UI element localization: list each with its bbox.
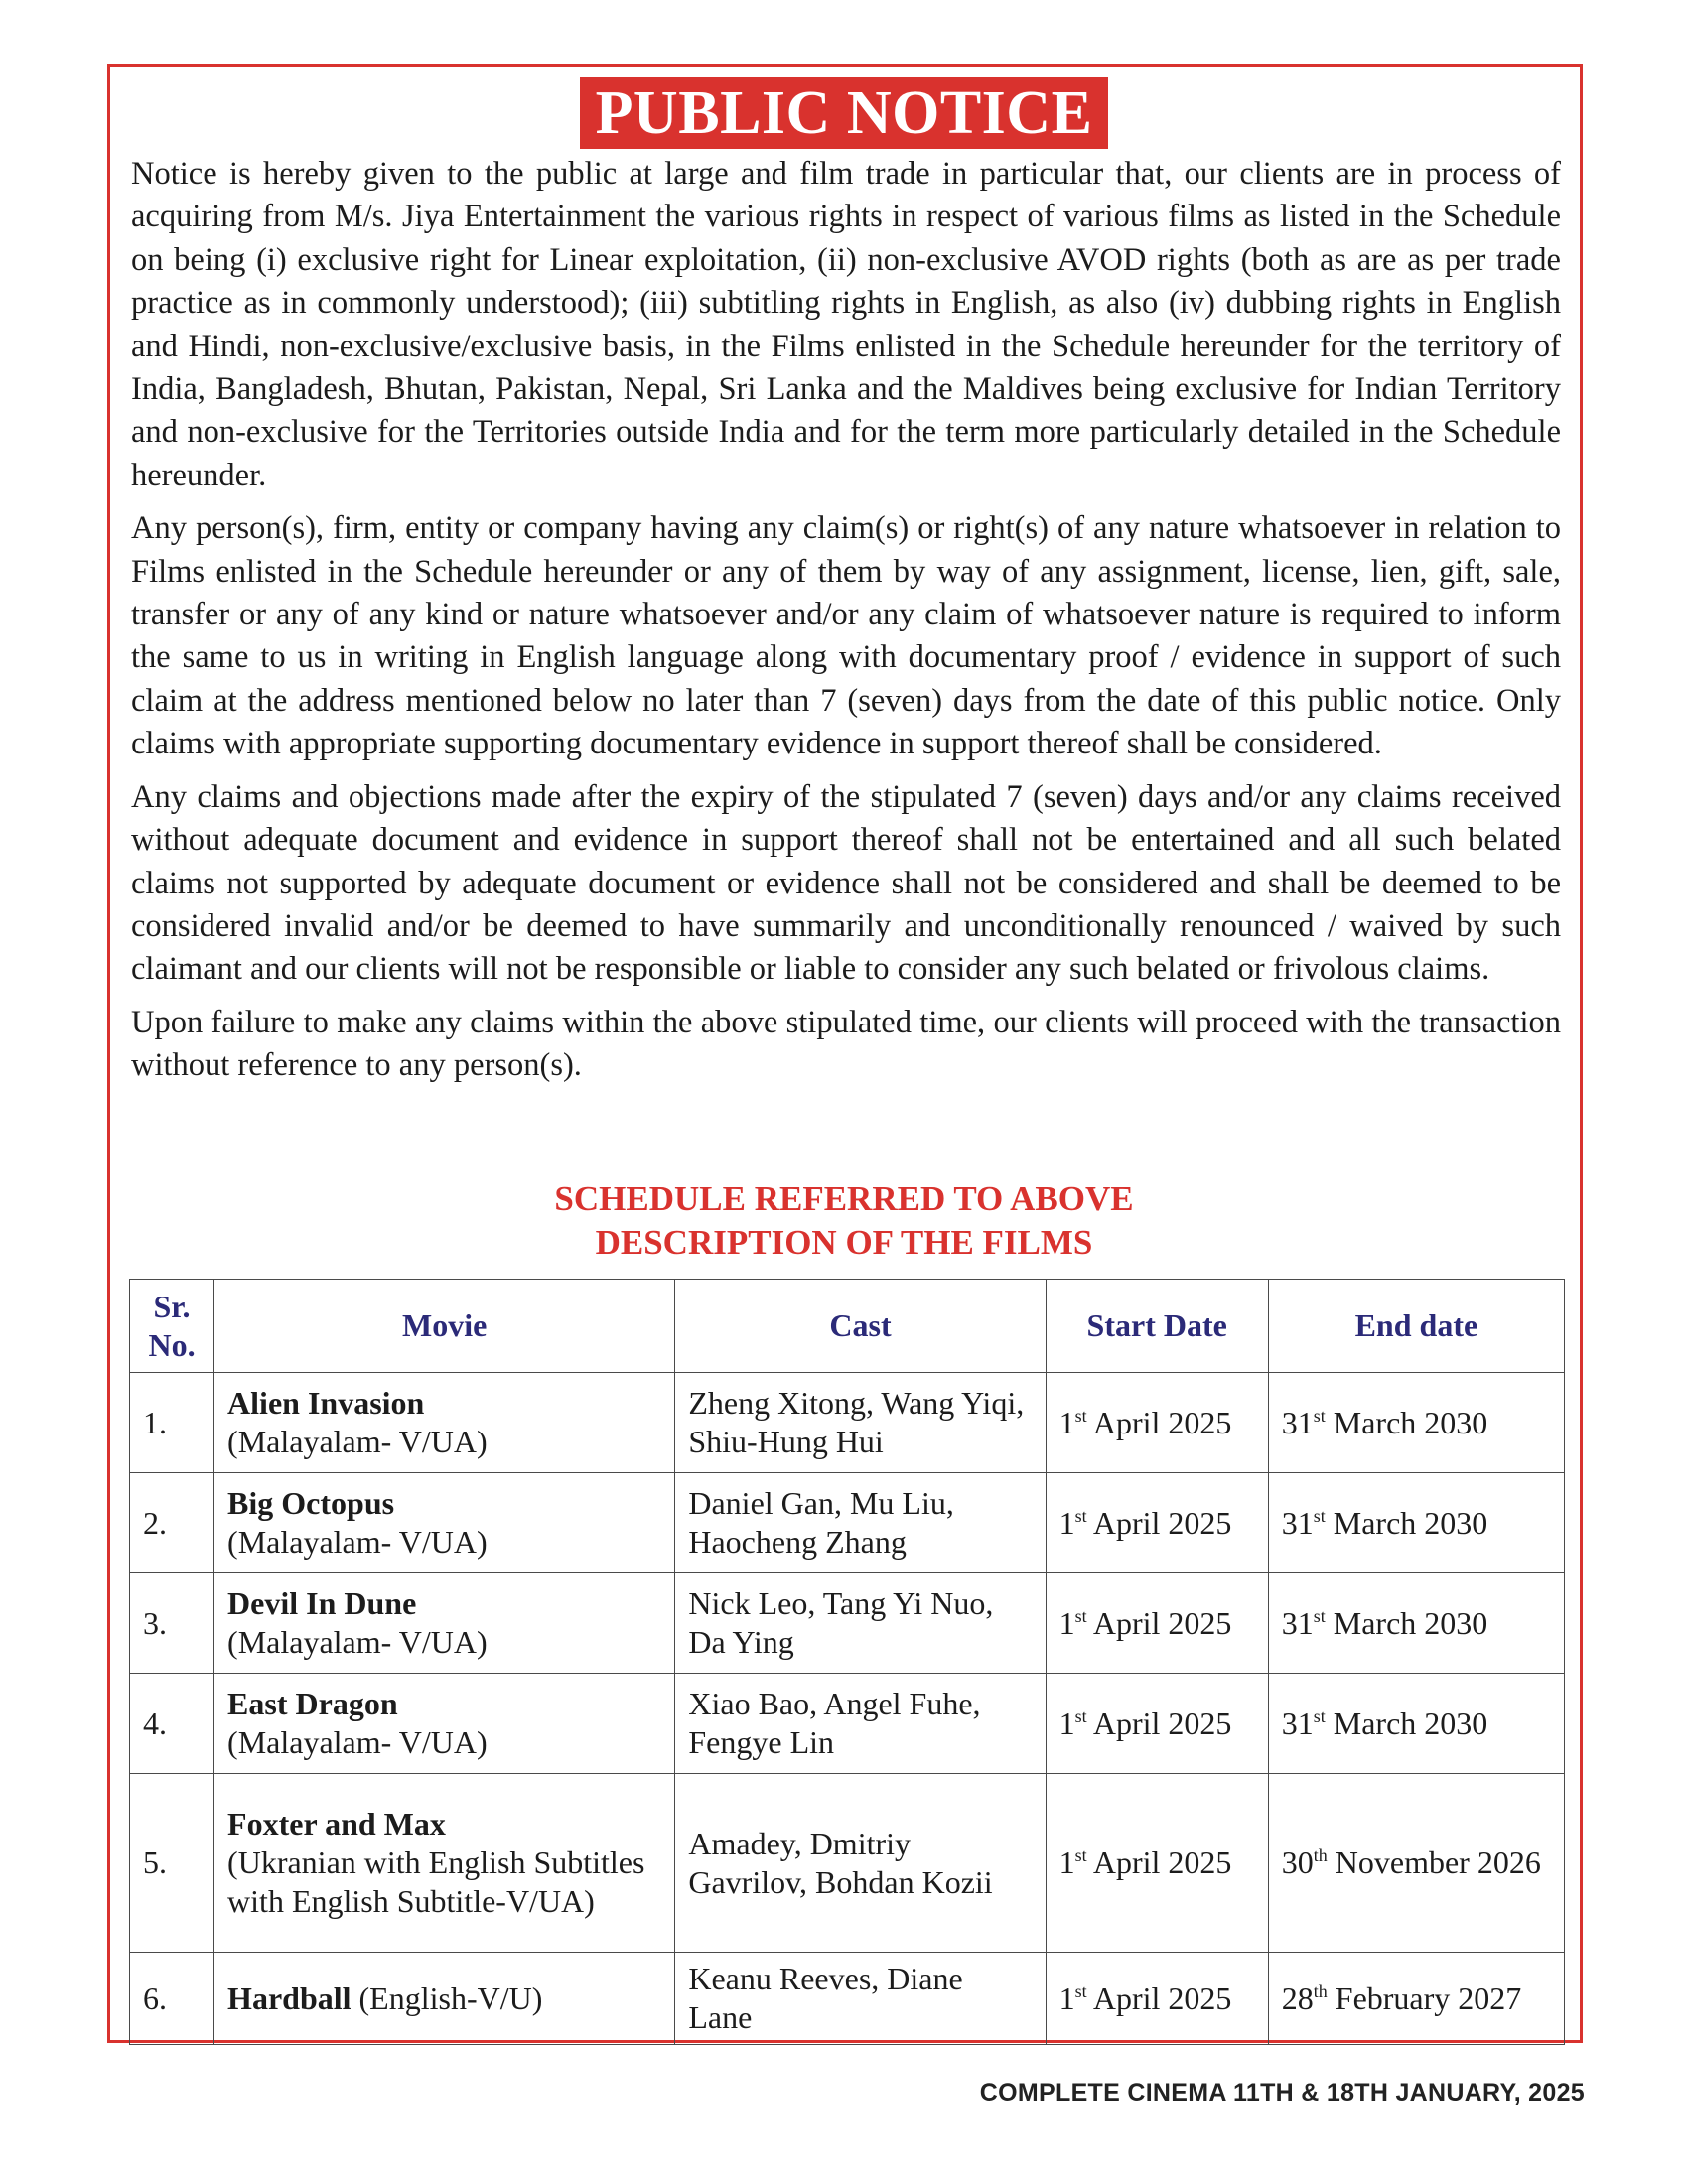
table-row [130,1674,1565,1774]
end-day: 31 [1281,1705,1314,1741]
end-day: 28 [1281,1979,1314,2016]
end-date-cell [1268,1674,1564,1774]
schedule-heading-line-1: SCHEDULE REFERRED TO ABOVE [554,1179,1134,1218]
start-day-suffix: st [1074,1706,1087,1726]
start-month-year: April 2025 [1086,1844,1232,1880]
start-day: 1 [1058,1504,1075,1541]
table-row [130,1373,1565,1473]
end-day-suffix: st [1313,1605,1326,1626]
sr-no-cell: 1. [130,1373,214,1473]
start-month-year: April 2025 [1086,1705,1232,1741]
column-header-end-date: End date [1268,1280,1564,1373]
start-date-cell [1046,1573,1268,1674]
movie-language: (Malayalam- V/UA) [227,1524,488,1560]
start-day: 1 [1058,1705,1075,1741]
start-month-year: April 2025 [1086,1979,1232,2016]
title-container [0,77,1688,149]
start-day-suffix: st [1074,1605,1087,1626]
start-date-cell [1046,1953,1268,2045]
notice-paragraph-2: Any person(s), firm, entity or company having any claim(s) or right(s) of any nature whatsoever in relation to Films enlisted in the Schedule hereunder or any of them by way of any assignment, license, lien, gift, sale, transfer or any of any kind or nature whatsoever and/or any claim of whatsoever nature is required to inform the same to us in writing in English language along with documentary proof / evidence in support of such claim at the address mentioned below no later than 7 (seven) days from the date of this public notice. Only claims with appropriate supporting documentary evidence in support thereof shall be considered. [131,510,1561,762]
column-header-start-date: Start Date [1046,1280,1268,1373]
end-month-year: March 2030 [1325,1604,1488,1641]
movie-title: Hardball [227,1979,352,2016]
notice-paragraph-3: Any claims and objections made after the expiry of the stipulated 7 (seven) days and/or any claims received without adequate document and evidence in support thereof shall not be entertained and all such belated claims not supported by adequate document or evidence shall not be considered and shall be deemed to be considered invalid and/or be deemed to have summarily and unconditionally renounced / waived by such claimant and our clients will not be responsible or liable to consider any such belated or frivolous claims. [131,778,1561,988]
movie-cell [214,1953,675,2045]
sr-header-line-1: Sr. [153,1288,191,1324]
movie-title: Devil In Dune [227,1585,417,1621]
start-month-year: April 2025 [1086,1504,1232,1541]
end-month-year: March 2030 [1325,1504,1488,1541]
cast-cell: Daniel Gan, Mu Liu, Haocheng Zhang [675,1473,1046,1573]
start-day: 1 [1058,1604,1075,1641]
start-day-suffix: st [1074,1505,1087,1526]
sr-header-line-2: No. [148,1326,196,1363]
end-day-suffix: th [1313,1980,1328,2001]
movie-title: East Dragon [227,1686,398,1721]
end-date-cell [1268,1573,1564,1674]
movie-title: Foxter and Max [227,1806,446,1842]
end-month-year: March 2030 [1325,1404,1488,1440]
end-day: 31 [1281,1504,1314,1541]
end-date-cell [1268,1473,1564,1573]
notice-paragraph-4: Upon failure to make any claims within the above stipulated time, our clients will proceed with the transaction without reference to any person(s). [131,1004,1561,1084]
start-date-cell [1046,1774,1268,1953]
start-date-cell [1046,1373,1268,1473]
end-day: 31 [1281,1604,1314,1641]
notice-title: PUBLIC NOTICE [580,77,1109,149]
start-day-suffix: st [1074,1980,1087,2001]
schedule-heading-line-2: DESCRIPTION OF THE FILMS [595,1223,1093,1262]
movie-language: (Ukranian with English Subtitles with English Subtitle-V/UA) [227,1844,645,1919]
sr-no-cell: 6. [130,1953,214,2045]
films-table [129,1279,1565,2045]
end-date-cell [1268,1373,1564,1473]
cast-cell: Keanu Reeves, Diane Lane [675,1953,1046,2045]
start-day: 1 [1058,1979,1075,2016]
end-day: 30 [1281,1844,1314,1880]
end-month-year: March 2030 [1325,1705,1488,1741]
cast-cell: Zheng Xitong, Wang Yiqi, Shiu-Hung Hui [675,1373,1046,1473]
movie-language: (Malayalam- V/UA) [227,1424,488,1459]
start-day: 1 [1058,1844,1075,1880]
movie-cell [214,1573,675,1674]
sr-no-cell: 5. [130,1774,214,1953]
start-month-year: April 2025 [1086,1604,1232,1641]
start-month-year: April 2025 [1086,1404,1232,1440]
column-header-movie: Movie [214,1280,675,1373]
publication-footer: COMPLETE CINEMA 11TH & 18TH JANUARY, 2025 [979,2079,1585,2107]
start-date-cell [1046,1674,1268,1774]
cast-cell: Amadey, Dmitriy Gavrilov, Bohdan Kozii [675,1774,1046,1953]
end-date-cell [1268,1953,1564,2045]
table-header-row [130,1280,1565,1373]
table-row [130,1953,1565,2045]
start-day-suffix: st [1074,1405,1087,1426]
movie-title: Big Octopus [227,1485,395,1521]
notice-paragraph-1: Notice is hereby given to the public at large and film trade in particular that, our clients are in process of acquiring from M/s. Jiya Entertainment the various rights in respect of various films as listed in the Schedule on being (i) exclusive right for Linear exploitation, (ii) non-exclusive AVOD rights (both as are as per trade practice as in commonly understood); (iii) subtitling rights in English, as also (iv) dubbing rights in English and Hindi, non-exclusive/exclusive basis, in the Films enlisted in the Schedule hereunder for the territory of India, Bangladesh, Bhutan, Pakistan, Nepal, Sri Lanka and the Maldives being exclusive for Indian Territory and non-exclusive for the Territories outside India and for the term more particularly detailed in the Schedule hereunder. [131,156,1561,493]
movie-language: (Malayalam- V/UA) [227,1624,488,1660]
movie-cell [214,1373,675,1473]
cast-cell: Xiao Bao, Angel Fuhe, Fengye Lin [675,1674,1046,1774]
start-day-suffix: st [1074,1845,1087,1865]
end-day-suffix: st [1313,1505,1326,1526]
end-day-suffix: st [1313,1706,1326,1726]
end-date-cell [1268,1774,1564,1953]
end-day-suffix: st [1313,1405,1326,1426]
notice-body [131,153,1561,1098]
cast-cell: Nick Leo, Tang Yi Nuo, Da Ying [675,1573,1046,1674]
start-day: 1 [1058,1404,1075,1440]
table-row [130,1573,1565,1674]
movie-language: (English-V/U) [351,1979,543,2016]
column-header-cast: Cast [675,1280,1046,1373]
movie-language: (Malayalam- V/UA) [227,1724,488,1760]
table-row [130,1774,1565,1953]
end-month-year: February 2027 [1327,1979,1522,2016]
end-day: 31 [1281,1404,1314,1440]
sr-no-cell: 2. [130,1473,214,1573]
movie-cell [214,1774,675,1953]
movie-cell [214,1473,675,1573]
table-row [130,1473,1565,1573]
movie-cell [214,1674,675,1774]
sr-no-cell: 3. [130,1573,214,1674]
end-day-suffix: th [1313,1845,1328,1865]
end-month-year: November 2026 [1327,1844,1541,1880]
movie-title: Alien Invasion [227,1385,425,1421]
sr-no-cell: 4. [130,1674,214,1774]
start-date-cell [1046,1473,1268,1573]
column-header-sr-no [130,1280,214,1373]
schedule-heading [0,1177,1688,1265]
